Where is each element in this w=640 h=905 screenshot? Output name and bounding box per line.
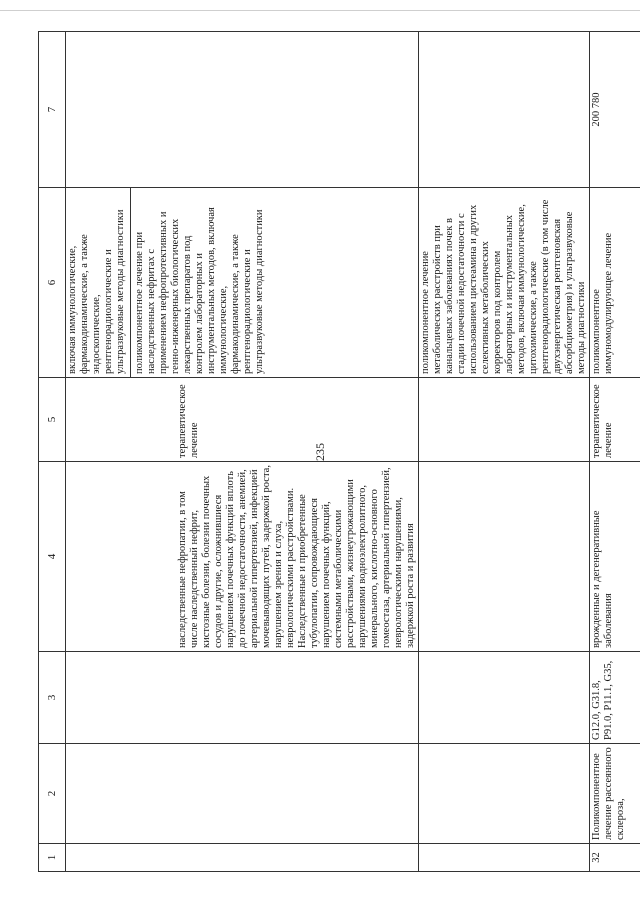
column-number-7: 7 (39, 32, 66, 188)
cell-number (66, 844, 419, 872)
cell-cost (66, 32, 419, 188)
table-row-32 (590, 32, 640, 872)
row-32-codes: G12.0, G31.8, P91.0, P11.1, G35, (590, 652, 640, 744)
tubulopathy-method: поликомпонентное лечение метаболических расстройств при канальцевых заболеваниях почек в стадии почечной недостаточности с использованием цистеамина и других селективных метаболических корректоров под контролем лабораторных и инструментальных методов, включая иммунологические, цитохимические, а также рентгенорадиологические (в том числе двухэнергетическая рентгеновская абсорбциометрия) и ультразвуковые методы диагностики (419, 188, 590, 378)
hereditary-method-1: поликомпонентное лечение при наследственных нефритах с применением нефропротективных и генно-инженерных биологических лекарственных препаратов под контролем лабораторных и инструментальных методов, включая иммунологические, фармакодинамические, а также рентгенорадиологические и ультразвуковые методы диагностики (130, 188, 266, 377)
column-number-2: 2 (39, 744, 66, 844)
hereditary-diseases-text: наследственные нефропатии, в том числе наследственный нефрит, кистозные болезни, болезни почечных сосудов и другие, осложнившиеся нарушением почечных функций вплоть до почечной недостаточности, анемией, артериальной гипертензией, инфекцией мочевыводящих путей, задержкой роста, нарушением зрения и слуха, неврологическими расстройствами. Наследственные и приобретенные тубулопатии, сопровождающиеся нарушением почечных функций, системными метаболическими расстройствами, жизнеугрожающими нарушениями водноэлектролитного, минерального, кислотно-основного гомеостаза, артериальной гипертензией, неврологическими нарушениями, задержкой роста и развития (177, 465, 416, 648)
column-number-5: 5 (39, 378, 66, 462)
column-number-row (39, 32, 66, 872)
medical-care-table (38, 31, 640, 872)
row-32-treatment: терапевтическое лечение (590, 378, 640, 462)
document-sheet (38, 32, 638, 872)
column-number-6: 6 (39, 188, 66, 378)
cell-codes (66, 652, 419, 744)
continued-method-text: включая иммунологические, фармакодинамические, а также эндоскопические, рентгенорадиологические и ультразвуковые методы диагностики (67, 209, 126, 374)
cell-methods (66, 188, 419, 378)
cell-name (66, 744, 419, 844)
cell-treatment (66, 378, 419, 462)
row-32-number: 32 (590, 844, 640, 872)
scan-edge-line (0, 10, 640, 11)
column-number-4: 4 (39, 462, 66, 652)
row-32-diseases: врожденные и дегенеративные заболевания (590, 462, 640, 652)
page-number: 235 (313, 443, 327, 461)
column-number-3: 3 (39, 652, 66, 744)
continued-row (66, 32, 419, 872)
row-32-name: Поликомпонентное лечение рассеянного склероза, (590, 744, 640, 844)
tubulopathy-row (419, 32, 590, 872)
row-32-method: поликомпонентное иммуномодулирующее лечение (590, 188, 640, 378)
column-number-1: 1 (39, 844, 66, 872)
hereditary-treatment-text: терапевтическое лечение (177, 384, 200, 458)
row-32-cost: 200 780 (590, 32, 640, 188)
cell-diseases (66, 462, 419, 652)
